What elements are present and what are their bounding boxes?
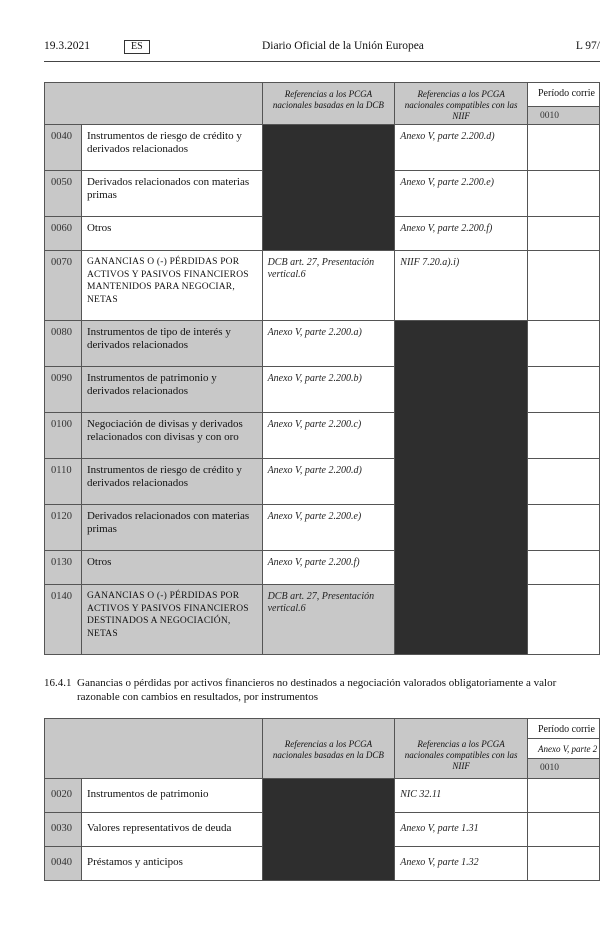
row-ref-niif: NIIF 7.20.a).i) <box>395 251 528 321</box>
value-cell <box>527 847 599 881</box>
value-cell <box>527 551 599 585</box>
row-label: Otros <box>81 217 262 251</box>
row-ref-dcb: Anexo V, parte 2.200.c) <box>262 413 395 459</box>
row-code: 0040 <box>45 125 82 171</box>
row-ref-niif: Anexo V, parte 1.31 <box>395 813 528 847</box>
value-cell <box>527 585 599 655</box>
row-label: GANANCIAS O (-) PÉRDIDAS POR ACTIVOS Y PASIVOS FINANCIEROS DESTINADOS A NEGOCIACIÓN, NETAS <box>81 585 262 655</box>
value-cell <box>527 459 599 505</box>
value-cell <box>527 779 599 813</box>
row-ref-dcb: Anexo V, parte 2.200.b) <box>262 367 395 413</box>
row-label: Negociación de divisas y derivados relacionados con divisas y con oro <box>81 413 262 459</box>
page-header <box>44 40 600 62</box>
table-row <box>45 321 600 367</box>
table-header-blank <box>45 719 263 779</box>
row-code: 0020 <box>45 779 82 813</box>
row-code: 0040 <box>45 847 82 881</box>
row-label: Instrumentos de patrimonio y derivados relacionados <box>81 367 262 413</box>
row-ref-niif: NIC 32.11 <box>395 779 528 813</box>
column-header-period: Período corrie <box>527 83 599 107</box>
value-cell <box>527 217 599 251</box>
row-ref-dcb: DCB art. 27, Presentación vertical.6 <box>262 585 395 655</box>
table-row <box>45 125 600 171</box>
column-header-ref-niif: Referencias a los PCGA nacionales compatibles con las NIIF <box>395 719 528 779</box>
table-16-4-continued <box>44 82 600 655</box>
column-header-ref-dcb: Referencias a los PCGA nacionales basadas en la DCB <box>262 83 395 125</box>
row-code: 0030 <box>45 813 82 847</box>
page-number: L 97/ <box>575 40 600 52</box>
column-header-ref-niif: Referencias a los PCGA nacionales compatibles con las NIIF <box>395 83 528 125</box>
row-label: Derivados relacionados con materias primas <box>81 171 262 217</box>
value-cell <box>527 367 599 413</box>
row-label: GANANCIAS O (-) PÉRDIDAS POR ACTIVOS Y PASIVOS FINANCIEROS MANTENIDOS PARA NEGOCIAR, NETAS <box>81 251 262 321</box>
value-cell <box>527 413 599 459</box>
section-title: Ganancias o pérdidas por activos financieros no destinados a negociación valorados obligatoriamente a valor razonable con cambios en resultados, por instrumentos <box>77 677 557 703</box>
table-16-4-1 <box>44 718 600 881</box>
table-row <box>45 779 600 813</box>
row-label: Valores representativos de deuda <box>81 813 262 847</box>
row-label: Instrumentos de riesgo de crédito y derivados relacionados <box>81 459 262 505</box>
row-label: Instrumentos de riesgo de crédito y derivados relacionados <box>81 125 262 171</box>
publication-date: 19.3.2021 <box>44 40 90 52</box>
table-header-blank <box>45 83 263 125</box>
row-ref-dcb: Anexo V, parte 2.200.f) <box>262 551 395 585</box>
row-code: 0070 <box>45 251 82 321</box>
row-ref-dcb: Anexo V, parte 2.200.e) <box>262 505 395 551</box>
row-code: 0080 <box>45 321 82 367</box>
row-label: Instrumentos de tipo de interés y derivados relacionados <box>81 321 262 367</box>
row-code: 0050 <box>45 171 82 217</box>
row-ref-dcb: Anexo V, parte 2.200.a) <box>262 321 395 367</box>
value-cell <box>527 813 599 847</box>
row-code: 0130 <box>45 551 82 585</box>
column-code: 0010 <box>527 759 599 779</box>
row-ref-dcb: Anexo V, parte 2.200.d) <box>262 459 395 505</box>
row-ref-niif: Anexo V, parte 2.200.d) <box>395 125 528 171</box>
row-code: 0060 <box>45 217 82 251</box>
value-cell <box>527 505 599 551</box>
journal-title: Diario Oficial de la Unión Europea <box>262 40 424 52</box>
column-code: 0010 <box>527 107 599 125</box>
row-code: 0100 <box>45 413 82 459</box>
shaded-cell <box>395 321 528 655</box>
row-label: Préstamos y anticipos <box>81 847 262 881</box>
column-header-period-ref: Anexo V, parte 2 <box>527 739 599 759</box>
shaded-cell <box>262 779 395 881</box>
row-code: 0090 <box>45 367 82 413</box>
value-cell <box>527 171 599 217</box>
row-code: 0120 <box>45 505 82 551</box>
row-label: Derivados relacionados con materias primas <box>81 505 262 551</box>
table-row <box>45 251 600 321</box>
value-cell <box>527 251 599 321</box>
column-header-period: Período corrie <box>527 719 599 739</box>
value-cell <box>527 321 599 367</box>
language-badge: ES <box>124 40 150 54</box>
section-number: 16.4.1 <box>44 677 72 689</box>
row-label: Instrumentos de patrimonio <box>81 779 262 813</box>
row-code: 0140 <box>45 585 82 655</box>
shaded-cell <box>262 125 395 251</box>
column-header-ref-dcb: Referencias a los PCGA nacionales basadas en la DCB <box>262 719 395 779</box>
row-ref-niif: Anexo V, parte 2.200.f) <box>395 217 528 251</box>
row-ref-niif: Anexo V, parte 2.200.e) <box>395 171 528 217</box>
header-rule <box>44 61 600 62</box>
row-ref-dcb: DCB art. 27, Presentación vertical.6 <box>262 251 395 321</box>
value-cell <box>527 125 599 171</box>
row-label: Otros <box>81 551 262 585</box>
row-code: 0110 <box>45 459 82 505</box>
row-ref-niif: Anexo V, parte 1.32 <box>395 847 528 881</box>
